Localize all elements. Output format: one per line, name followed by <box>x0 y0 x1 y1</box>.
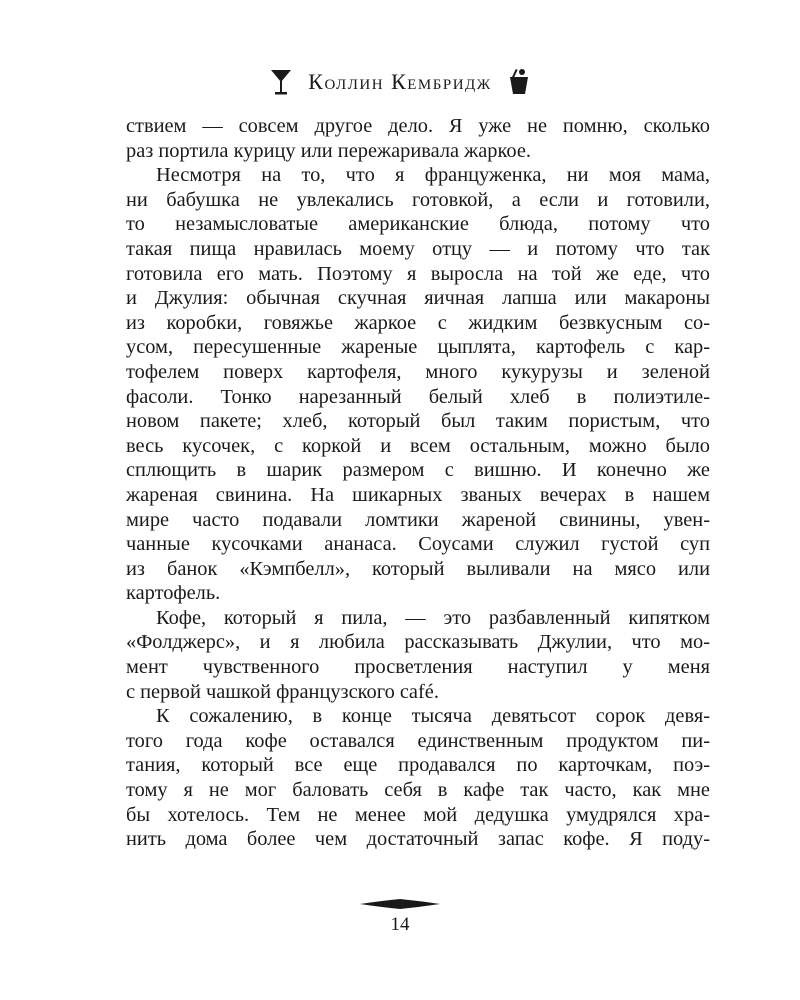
page-number: 14 <box>390 914 410 935</box>
text-line: того года кофе оставался единственным продуктом пи- <box>126 729 710 752</box>
text-line: весь кусочек, с коркой и всем остальным, можно было <box>126 434 710 457</box>
text-line: готовила его мать. Поэтому я выросла на той же еде, что <box>126 262 710 285</box>
text-line: бы хотелось. Тем не менее мой дедушка умудрялся хра- <box>126 803 710 826</box>
text-line: ствием — совсем другое дело. Я уже не помню, сколько <box>126 115 710 137</box>
text-line: картофель. <box>126 582 221 605</box>
text-line: усом, пересушенные жареные цыплята, картофель с кар- <box>126 336 710 359</box>
text-line: нить дома более чем достаточный запас кофе. Я поду- <box>126 828 710 851</box>
running-header <box>0 68 800 96</box>
paragraph-start: Несмотря на то, что я француженка, ни моя мама, <box>156 164 710 187</box>
text-line: новом пакете; хлеб, который был таким пористым, что <box>126 410 710 433</box>
drink-cup-icon <box>508 68 530 96</box>
text-line: жареная свинина. На шикарных званых вечерах в нашем <box>126 483 710 506</box>
text-line: фасоли. Тонко нарезанный белый хлеб в полиэтиле- <box>126 385 710 408</box>
text-line: с первой чашкой французского café. <box>126 680 439 703</box>
author-name: Коллин Кембридж <box>308 69 492 94</box>
text-line: тофелем поверх картофеля, много кукурузы и зеленой <box>126 360 710 383</box>
paragraph-start: К сожалению, в конце тысяча девятьсот сорок девя- <box>156 705 710 728</box>
page-footer <box>0 898 800 936</box>
text-line: «Фолджерс», и я любила рассказывать Джулии, что мо- <box>126 631 710 654</box>
text-line: ни бабушка не увлекались готовкой, а если и готовили, <box>126 188 710 211</box>
text-line: тому я не мог баловать себя в кафе так часто, как мне <box>126 779 710 802</box>
page-ornament-icon <box>360 898 440 910</box>
text-line: то незамысловатые американские блюда, потому что <box>126 213 710 236</box>
text-line: и Джулия: обычная скучная яичная лапша или макароны <box>126 287 710 310</box>
text-line: такая пища нравилась моему отцу — и потому что так <box>126 237 710 260</box>
page-body-text <box>126 114 710 852</box>
cocktail-glass-icon <box>270 68 292 96</box>
text-line: мире часто подавали ломтики жареной свинины, увен- <box>126 508 710 531</box>
text-line: из банок «Кэмпбелл», который выливали на мясо или <box>126 557 710 580</box>
text-line: раз портила курицу или пережаривала жаркое. <box>126 139 531 162</box>
paragraph-start: Кофе, который я пила, — это разбавленный кипятком <box>156 606 710 629</box>
text-line: сплющить в шарик размером с вишню. И конечно же <box>126 459 710 482</box>
text-line: из коробки, говяжье жаркое с жидким безвкусным со- <box>126 311 710 334</box>
text-line: мент чувственного просветления наступил у меня <box>126 656 710 679</box>
text-line: тания, который все еще продавался по карточкам, поэ- <box>126 754 710 777</box>
text-line: чанные кусочками ананаса. Соусами служил густой суп <box>126 533 710 556</box>
